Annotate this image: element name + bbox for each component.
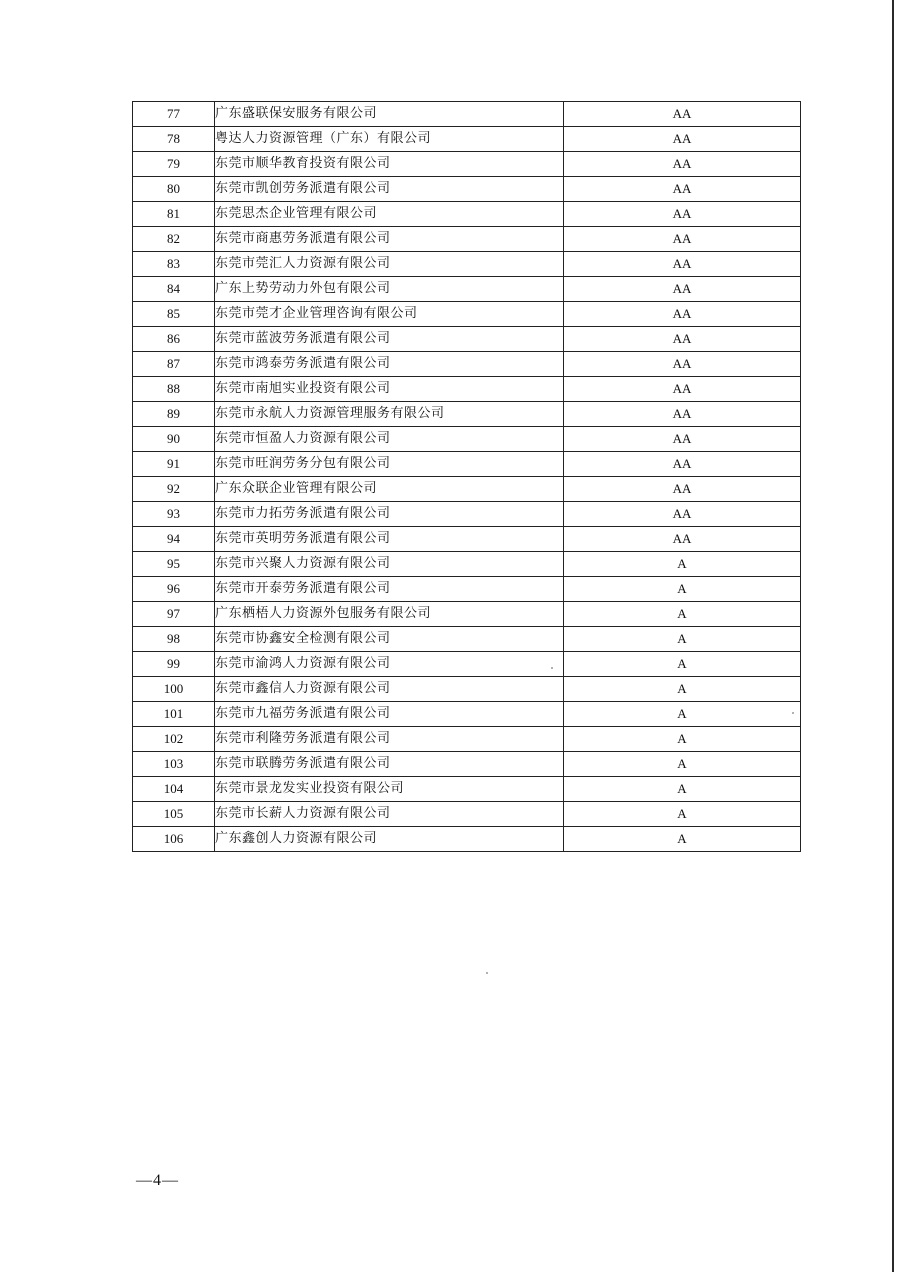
credit-grade-cell: AA: [564, 177, 801, 202]
row-number-cell: 94: [133, 527, 215, 552]
company-name-cell: 东莞市九福劳务派遣有限公司: [215, 702, 564, 727]
company-rating-table: [132, 101, 801, 852]
company-name-cell: 东莞市长薪人力资源有限公司: [215, 802, 564, 827]
row-number-cell: 87: [133, 352, 215, 377]
company-name-cell: 东莞市联腾劳务派遣有限公司: [215, 752, 564, 777]
company-name-cell: 东莞市凯创劳务派遣有限公司: [215, 177, 564, 202]
table-row: [133, 552, 801, 577]
company-name-cell: 粤达人力资源管理（广东）有限公司: [215, 127, 564, 152]
company-name-cell: 东莞市旺润劳务分包有限公司: [215, 452, 564, 477]
table-row: [133, 702, 801, 727]
table-row: [133, 327, 801, 352]
credit-grade-cell: A: [564, 777, 801, 802]
table-row: [133, 752, 801, 777]
credit-grade-cell: AA: [564, 152, 801, 177]
credit-grade-cell: A: [564, 802, 801, 827]
company-name-cell: 东莞市景龙发实业投资有限公司: [215, 777, 564, 802]
company-name-cell: 东莞市鸿泰劳务派遣有限公司: [215, 352, 564, 377]
row-number-cell: 106: [133, 827, 215, 852]
company-name-cell: 东莞市力拓劳务派遣有限公司: [215, 502, 564, 527]
row-number-cell: 88: [133, 377, 215, 402]
row-number-cell: 78: [133, 127, 215, 152]
credit-grade-cell: AA: [564, 127, 801, 152]
company-name-cell: 东莞市开泰劳务派遣有限公司: [215, 577, 564, 602]
table-row: [133, 652, 801, 677]
row-number-cell: 100: [133, 677, 215, 702]
table-row: [133, 202, 801, 227]
company-name-cell: 广东栖梧人力资源外包服务有限公司: [215, 602, 564, 627]
table-row: [133, 352, 801, 377]
table-row: [133, 127, 801, 152]
credit-grade-cell: A: [564, 702, 801, 727]
table-row: [133, 827, 801, 852]
company-name-cell: 东莞市莞才企业管理咨询有限公司: [215, 302, 564, 327]
credit-grade-cell: A: [564, 827, 801, 852]
table-row: [133, 727, 801, 752]
credit-grade-cell: A: [564, 752, 801, 777]
company-name-cell: 广东鑫创人力资源有限公司: [215, 827, 564, 852]
table-body: [133, 102, 801, 852]
table-row: [133, 252, 801, 277]
row-number-cell: 97: [133, 602, 215, 627]
table-row: [133, 627, 801, 652]
row-number-cell: 103: [133, 752, 215, 777]
row-number-cell: 89: [133, 402, 215, 427]
credit-grade-cell: AA: [564, 377, 801, 402]
company-name-cell: 广东上势劳动力外包有限公司: [215, 277, 564, 302]
company-name-cell: 东莞市渝鸿人力资源有限公司: [215, 652, 564, 677]
company-name-cell: 东莞市永航人力资源管理服务有限公司: [215, 402, 564, 427]
table-row: [133, 377, 801, 402]
table-row: [133, 677, 801, 702]
table-row: [133, 502, 801, 527]
credit-grade-cell: AA: [564, 427, 801, 452]
credit-grade-cell: AA: [564, 227, 801, 252]
row-number-cell: 81: [133, 202, 215, 227]
company-name-cell: 东莞市南旭实业投资有限公司: [215, 377, 564, 402]
row-number-cell: 77: [133, 102, 215, 127]
credit-grade-cell: A: [564, 627, 801, 652]
credit-grade-cell: AA: [564, 102, 801, 127]
credit-grade-cell: AA: [564, 502, 801, 527]
company-name-cell: 东莞市鑫信人力资源有限公司: [215, 677, 564, 702]
table-row: [133, 802, 801, 827]
company-name-cell: 广东盛联保安服务有限公司: [215, 102, 564, 127]
row-number-cell: 98: [133, 627, 215, 652]
company-name-cell: 东莞市利隆劳务派遣有限公司: [215, 727, 564, 752]
credit-grade-cell: A: [564, 727, 801, 752]
row-number-cell: 96: [133, 577, 215, 602]
company-name-cell: 东莞市英明劳务派遣有限公司: [215, 527, 564, 552]
row-number-cell: 91: [133, 452, 215, 477]
row-number-cell: 93: [133, 502, 215, 527]
row-number-cell: 105: [133, 802, 215, 827]
credit-grade-cell: AA: [564, 277, 801, 302]
credit-grade-cell: A: [564, 552, 801, 577]
table-row: [133, 527, 801, 552]
table-row: [133, 452, 801, 477]
company-name-cell: 东莞市顺华教育投资有限公司: [215, 152, 564, 177]
credit-grade-cell: AA: [564, 302, 801, 327]
credit-grade-cell: AA: [564, 452, 801, 477]
credit-grade-cell: A: [564, 652, 801, 677]
company-name-cell: 东莞市兴聚人力资源有限公司: [215, 552, 564, 577]
credit-grade-cell: AA: [564, 402, 801, 427]
company-name-cell: 东莞市莞汇人力资源有限公司: [215, 252, 564, 277]
scan-speck: [486, 972, 488, 974]
row-number-cell: 85: [133, 302, 215, 327]
page-number: —4—: [136, 1172, 179, 1189]
table-row: [133, 777, 801, 802]
row-number-cell: 99: [133, 652, 215, 677]
row-number-cell: 79: [133, 152, 215, 177]
row-number-cell: 84: [133, 277, 215, 302]
company-name-cell: 东莞市协鑫安全检测有限公司: [215, 627, 564, 652]
company-name-cell: 东莞市蓝波劳务派遣有限公司: [215, 327, 564, 352]
table-row: [133, 152, 801, 177]
company-name-cell: 东莞市恒盈人力资源有限公司: [215, 427, 564, 452]
table-row: [133, 477, 801, 502]
credit-grade-cell: AA: [564, 327, 801, 352]
table-row: [133, 427, 801, 452]
credit-grade-cell: AA: [564, 352, 801, 377]
company-name-cell: 东莞市商惠劳务派遣有限公司: [215, 227, 564, 252]
row-number-cell: 86: [133, 327, 215, 352]
company-name-cell: 东莞思杰企业管理有限公司: [215, 202, 564, 227]
credit-grade-cell: AA: [564, 527, 801, 552]
credit-grade-cell: A: [564, 677, 801, 702]
credit-grade-cell: A: [564, 577, 801, 602]
row-number-cell: 101: [133, 702, 215, 727]
scan-speck: [792, 712, 794, 714]
row-number-cell: 82: [133, 227, 215, 252]
company-name-cell: 广东众联企业管理有限公司: [215, 477, 564, 502]
table-row: [133, 177, 801, 202]
row-number-cell: 83: [133, 252, 215, 277]
row-number-cell: 104: [133, 777, 215, 802]
table-row: [133, 577, 801, 602]
credit-grade-cell: A: [564, 602, 801, 627]
row-number-cell: 95: [133, 552, 215, 577]
table-row: [133, 602, 801, 627]
row-number-cell: 90: [133, 427, 215, 452]
row-number-cell: 80: [133, 177, 215, 202]
credit-grade-cell: AA: [564, 202, 801, 227]
table-row: [133, 277, 801, 302]
table-row: [133, 302, 801, 327]
page-edge-line: [892, 0, 894, 1272]
row-number-cell: 102: [133, 727, 215, 752]
scan-speck: [551, 667, 553, 669]
row-number-cell: 92: [133, 477, 215, 502]
table-row: [133, 102, 801, 127]
credit-grade-cell: AA: [564, 252, 801, 277]
table-row: [133, 227, 801, 252]
credit-grade-cell: AA: [564, 477, 801, 502]
table-row: [133, 402, 801, 427]
